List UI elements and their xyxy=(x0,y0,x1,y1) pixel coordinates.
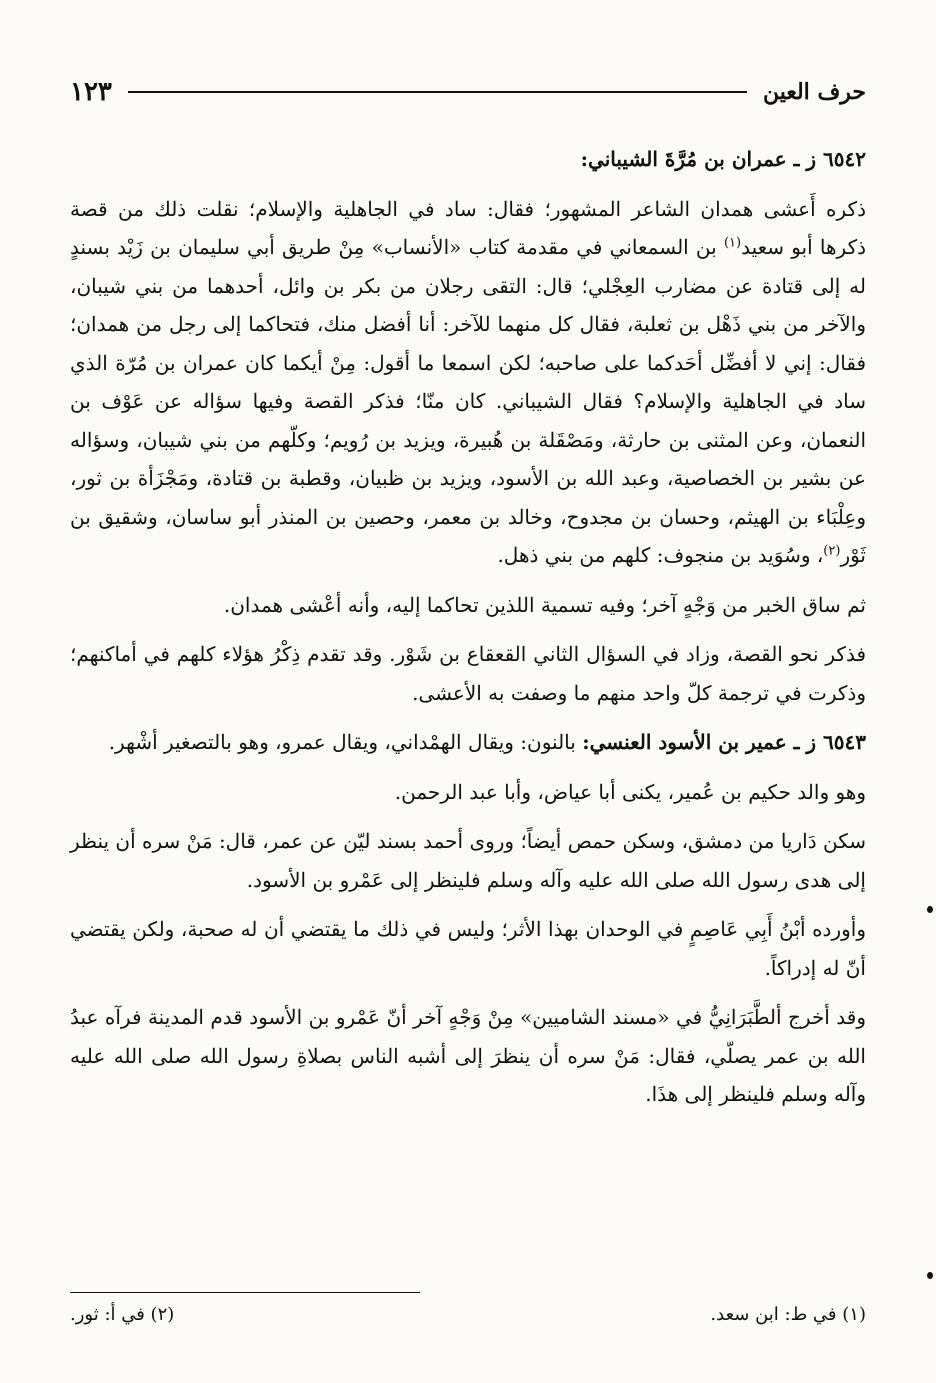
footnote-rule xyxy=(70,1292,420,1293)
paragraph-text: ثم ساق الخبر من وَجْهٍ آخر؛ وفيه تسمية اللذين تحاكما إليه، وأنه أعْشى همدان. xyxy=(223,592,866,617)
paragraph-text: ذكره أَعشى همدان الشاعر المشهور؛ فقال: ساد في الجاهلية والإسلام؛ نقلت ذلك من قصة ذكرها أبو سعيد xyxy=(70,196,866,259)
paragraph-text-cont2: ، وسُوَيد بن منجوف: كلهم من بني ذهل. xyxy=(497,543,824,567)
paragraph-text: وقد أخرج ألطَّبَرَانِيُّ في «مسند الشاميين» مِنْ وَجْهٍ آخر أنّ عَمْرو بن الأسود قدم المدينة فرآه عبدُ الله بن عمر يصلّي، فقال: مَنْ سره أن ينظرَ إلى أشبه الناس بصلاةِ رسول الله صلى الله عليه وآله وسلم فلينظر إلى هذَا. xyxy=(70,1005,866,1106)
scan-speck xyxy=(927,1272,933,1279)
page-body xyxy=(70,140,866,1114)
footnotes xyxy=(70,1304,866,1325)
paragraph-text: بالنون: ويقال الهمْداني، ويقال عمرو، وهو بالتصغير أشْهر. xyxy=(108,730,583,754)
paragraph-6 xyxy=(70,822,866,899)
footnote-1: (١) في ط: ابن سعد. xyxy=(710,1304,866,1325)
entry-6543 xyxy=(70,723,866,762)
footnote-ref-2: (٢) xyxy=(823,543,841,559)
paragraph-text: سكن دَاريا من دمشق، وسكن حمص أيضاً؛ وروى أحمد بسند ليّن عن عمر، قال: مَنْ سره أن ينظر إلى هدى رسول الله صلى الله عليه وآله وسلم فلينظر إلى عَمْرو بن الأسود. xyxy=(70,829,866,892)
paragraph-text: وهو والد حكيم بن عُمير، يكنى أبا عياض، وأبا عبد الرحمن. xyxy=(394,779,866,804)
scan-speck xyxy=(927,906,933,913)
entry-heading: ٦٥٤٢ ز ـ عمران بن مُرَّةَ الشيباني: xyxy=(580,147,866,171)
chapter-title: حرف العين xyxy=(762,79,866,105)
header-rule xyxy=(128,91,747,93)
running-header xyxy=(70,70,866,114)
paragraph-5 xyxy=(70,773,866,812)
paragraph-7 xyxy=(70,910,866,987)
entry-heading-6542 xyxy=(70,140,866,179)
book-page xyxy=(70,70,866,1383)
paragraph-8 xyxy=(70,998,866,1114)
paragraph-text: فذكر نحو القصة، وزاد في السؤال الثاني القعقاع بن شَوْر. وقد تقدم ذِكْرُ هؤلاء كلهم في أماكنهم؛ وذكرت في ترجمة كلّ واحد منهم ما وصفت به الأعشى. xyxy=(70,642,866,705)
page-number: ١٢٣ xyxy=(70,77,112,107)
paragraph-text-cont: بن السمعاني في مقدمة كتاب «الأنساب» مِنْ طريق أبي سليمان بن زَيْد بسندٍ له إلى قتادة عن مضارب العِجْلي؛ قال: التقى رجلان من بكر بن وائل، أحدهما من بني شيبان، والآخر من بني ذَهْل بن ثعلبة، فقال كل منهما للآخر: أنا أفضل منك، فتحاكما إلى رجل من همدان؛ فقال: إني لا أفضِّل أحَدكما على صاحبه؛ لكن اسمعا ما أقول: مِنْ أيكما كان عمران بن مُرّة الذي ساد في الجاهلية والإسلام؟ فقال الشيباني. كان منّا؛ فذكر القصة وفيها سؤاله عن عَوْف بن النعمان، وعن المثنى بن حارثة، ومَصْقَلة بن هُبيرة، ويزيد بن رُويم؛ وكلّهم من بني شيبان، وسؤاله عن بشير بن الخصاصية، وعبد الله بن الأسود، ويزيد بن ظبيان، وقطبة بن قتادة، ومَجْزَأة بن ثور، وعِلْبَاء بن الهيثم، وحسان بن مجدوح، وخالد بن معمر، وحصين بن المنذر أبو ساسان، وشقيق بن ثَوْر xyxy=(70,235,867,567)
paragraph-1 xyxy=(70,190,866,575)
paragraph-3 xyxy=(70,635,866,712)
paragraph-text: وأورده أبْنُ أَبِي عَاصِمٍ في الوحدان بهذا الأثر؛ وليس في ذلك ما يقتضي أن له صحبة، ولكن يقتضي أنّ له إدراكاً. xyxy=(70,917,866,980)
entry-heading: ٦٥٤٣ ز ـ عمير بن الأسود العنسي: xyxy=(582,730,866,754)
footnote-2: (٢) في أ: ثور. xyxy=(70,1304,175,1325)
paragraph-2 xyxy=(70,586,866,625)
footnote-ref-1: (١) xyxy=(723,235,742,251)
